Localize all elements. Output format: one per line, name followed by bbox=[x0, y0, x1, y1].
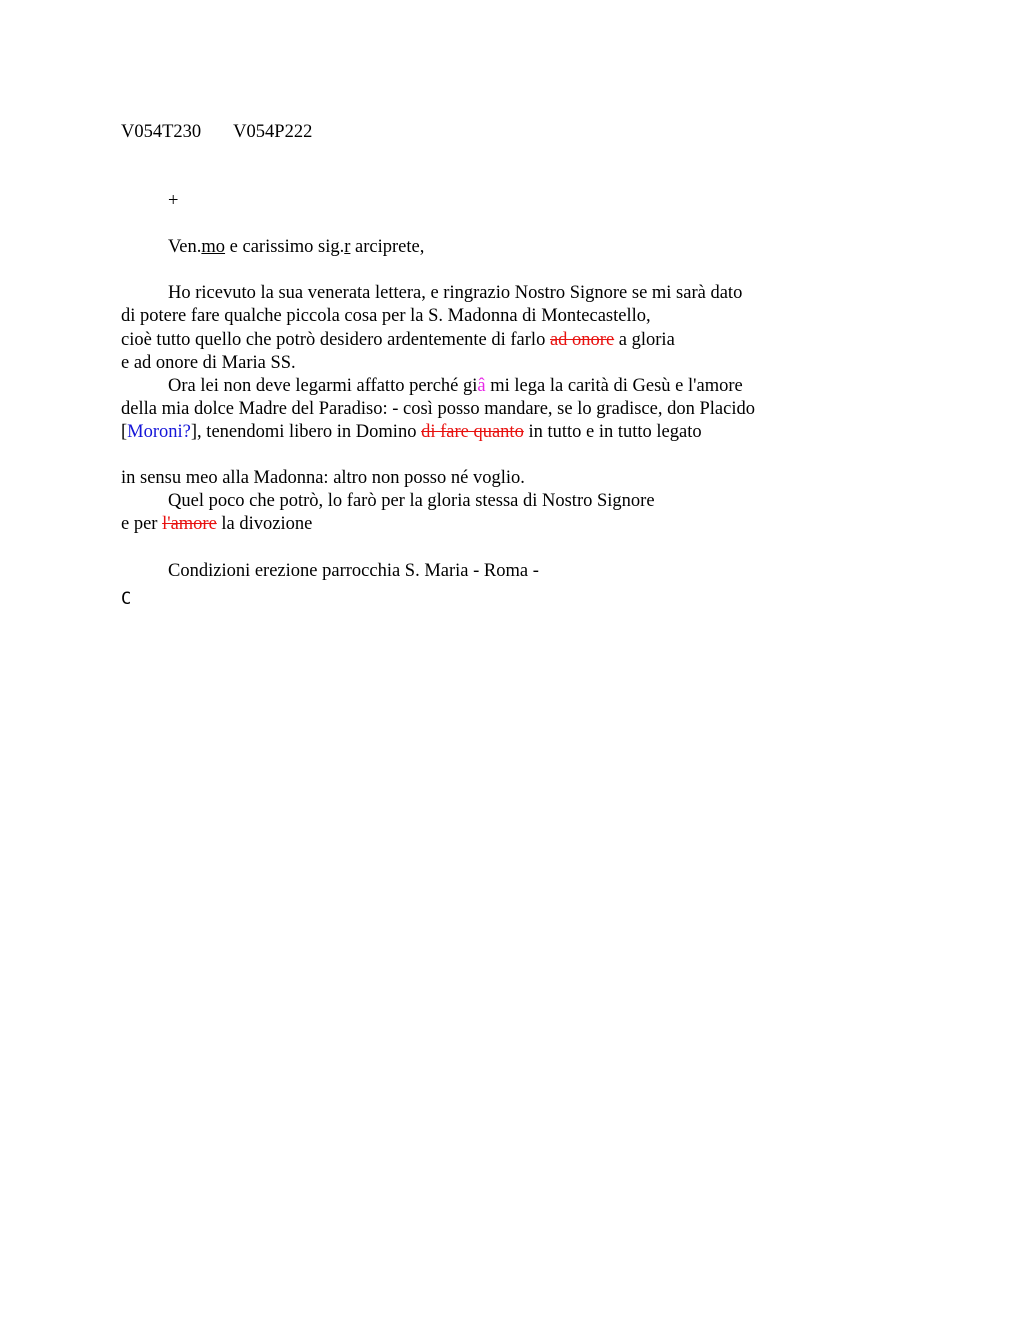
salutation bbox=[168, 236, 424, 259]
paragraph-1-line-3 bbox=[121, 329, 675, 352]
text-run: ], tenendomi libero in Domino bbox=[190, 422, 422, 442]
paragraph-3-line-2 bbox=[121, 513, 312, 536]
text-run: [ bbox=[121, 422, 128, 442]
deleted-text: ad onore bbox=[549, 330, 615, 350]
paragraph-1-line-1: Ho ricevuto la sua venerata lettera, e ringrazio Nostro Signore se mi sarà dato bbox=[168, 283, 743, 303]
paragraph-2-line-1 bbox=[168, 375, 743, 398]
salutation-superscript-mo: mo bbox=[201, 237, 226, 257]
deleted-text: l'amore bbox=[162, 514, 217, 534]
text-run: a gloria bbox=[614, 330, 675, 350]
text-run: mi lega la carità di Gesù e l'amore bbox=[485, 376, 743, 396]
footer-mark: C bbox=[121, 589, 132, 609]
code-p: V054P222 bbox=[233, 122, 313, 142]
salutation-part: arciprete, bbox=[350, 237, 425, 257]
editorial-annotation: Moroni? bbox=[127, 422, 191, 442]
text-run: la divozione bbox=[216, 514, 313, 534]
paragraph-2-line-2: della mia dolce Madre del Paradiso: - così posso mandare, se lo gradisce, don Placido bbox=[121, 399, 755, 419]
text-run: e per bbox=[121, 514, 163, 534]
code-t: V054T230 bbox=[121, 122, 202, 142]
cross-mark: + bbox=[168, 191, 179, 211]
paragraph-1-line-2: di potere fare qualche piccola cosa per la S. Madonna di Montecastello, bbox=[121, 306, 651, 326]
salutation-part: e carissimo sig. bbox=[225, 237, 345, 257]
salutation-superscript-r: r bbox=[344, 237, 351, 257]
paragraph-4-line-1: Condizioni erezione parrocchia S. Maria - Roma - bbox=[168, 561, 539, 581]
deleted-text: di fare quanto bbox=[421, 422, 524, 442]
paragraph-2-line-3 bbox=[121, 421, 702, 444]
text-run: Ora lei non deve legarmi affatto perché gi bbox=[168, 376, 478, 396]
salutation-part: Ven. bbox=[168, 237, 202, 257]
text-run: in tutto e in tutto legato bbox=[523, 422, 702, 442]
corrected-accent: â bbox=[477, 376, 486, 396]
paragraph-3-line-1: Quel poco che potrò, lo farò per la gloria stessa di Nostro Signore bbox=[168, 491, 655, 511]
text-run: cioè tutto quello che potrò desidero ardentemente di farlo bbox=[121, 330, 550, 350]
document-codes bbox=[121, 121, 312, 144]
paragraph-1-line-4: e ad onore di Maria SS. bbox=[121, 353, 296, 373]
paragraph-2-line-4: in sensu meo alla Madonna: altro non posso né voglio. bbox=[121, 468, 525, 488]
